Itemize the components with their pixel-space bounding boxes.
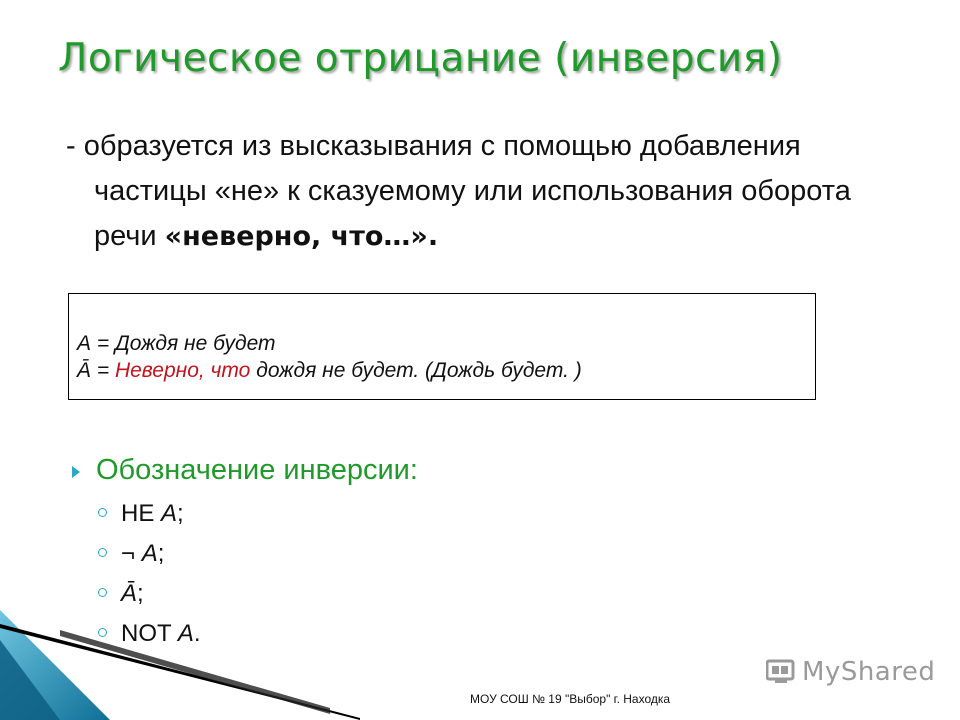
notation-item	[98, 540, 164, 568]
example-negated-var: Ā	[77, 359, 92, 382]
hollow-circle-icon	[98, 588, 107, 597]
notation-item-tail: ;	[177, 500, 184, 527]
example-red-phrase: Неверно, что	[114, 359, 251, 382]
notation-item-tail: ;	[137, 580, 144, 607]
definition-prefix: - образуется из высказывания с помощью добавления частицы «не» к сказуемому или использования оборота речи	[66, 130, 851, 252]
notation-heading-text: Обозначение инверсии:	[96, 454, 418, 486]
notation-item	[98, 500, 184, 528]
notation-item-tail: .	[193, 620, 201, 647]
notation-item-var: A	[177, 620, 194, 647]
triangle-right-icon	[72, 466, 80, 478]
notation-item-var: А	[141, 540, 158, 567]
example-line-1: А = Дождя не будет	[77, 332, 276, 355]
notation-item-text: ¬	[121, 540, 142, 567]
notation-item-text: NOT	[121, 620, 178, 647]
example-equals: =	[91, 359, 115, 382]
example-line-2	[77, 359, 582, 383]
notation-item-var: А	[161, 500, 178, 527]
footer-text: МОУ СОШ № 19 "Выбор" г. Находка	[470, 692, 671, 706]
logo-text: MyShared	[802, 657, 936, 687]
notation-item	[98, 620, 201, 648]
example-rest: дождя не будет. (Дождь будет. )	[250, 359, 582, 382]
hollow-circle-icon	[98, 548, 107, 557]
hollow-circle-icon	[98, 628, 107, 637]
myshared-logo[interactable]	[766, 655, 935, 689]
definition-bold-phrase: «неверно, что…».	[164, 221, 439, 252]
example-box	[68, 293, 816, 400]
notation-item-text: НЕ	[121, 500, 162, 527]
myshared-logo-icon	[766, 658, 798, 686]
definition-text	[66, 124, 854, 259]
notation-item-var: Ā	[121, 580, 138, 607]
slide-title: Логическое отрицание (инверсия)	[58, 36, 783, 81]
notation-item	[98, 580, 144, 608]
notation-item-tail: ;	[157, 540, 165, 567]
hollow-circle-icon	[98, 508, 107, 517]
